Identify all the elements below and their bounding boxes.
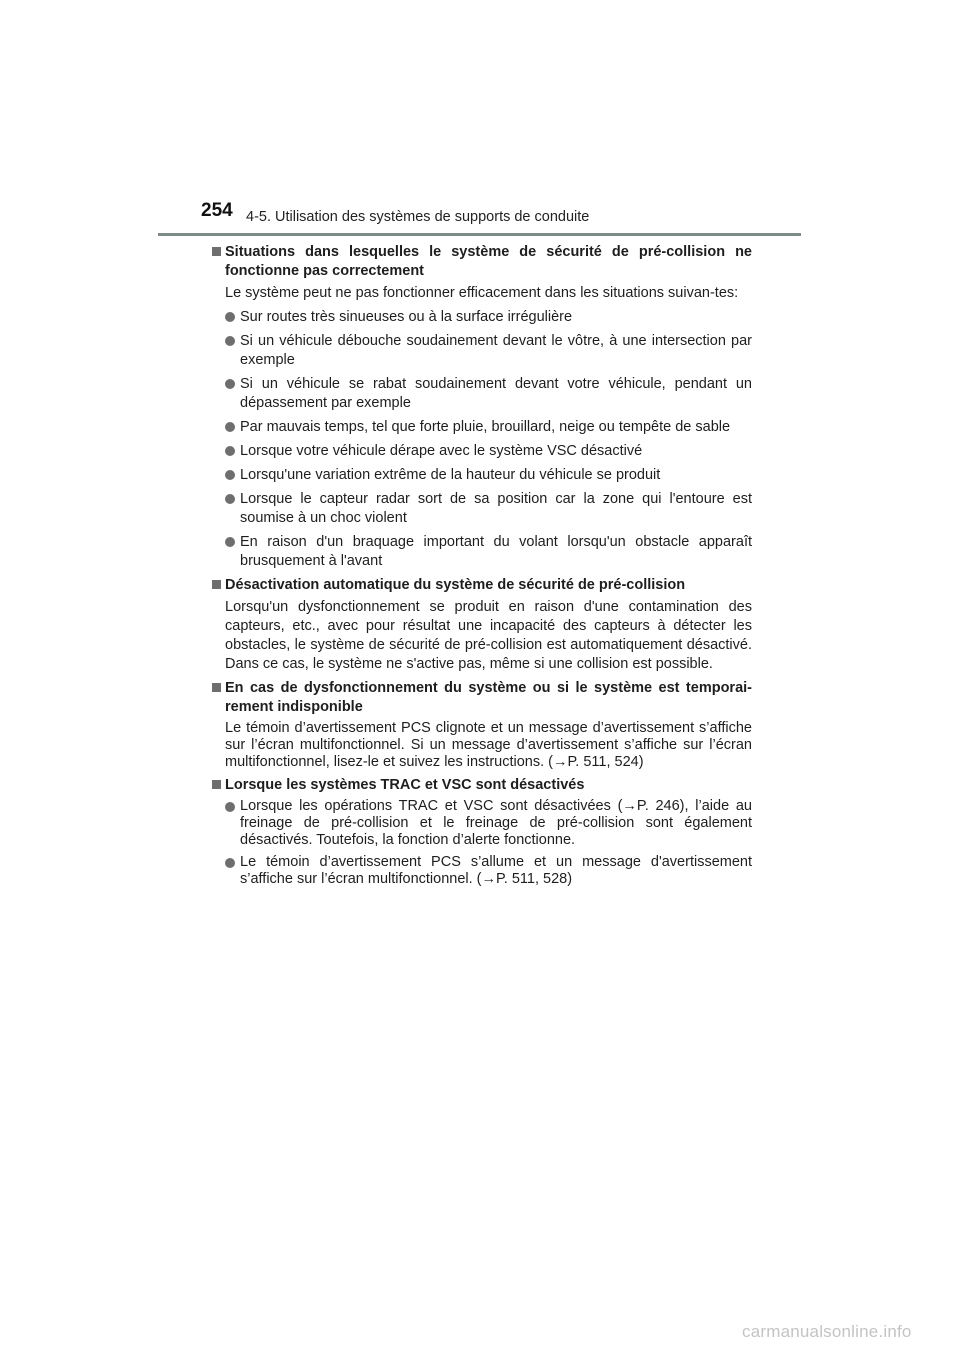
list-item: Si un véhicule se rabat soudainement devant votre véhicule, pendant un dépassement par exemple bbox=[212, 375, 752, 413]
list-item: Si un véhicule débouche soudainement devant le vôtre, à une intersection par exemple bbox=[212, 332, 752, 370]
heading-text: Désactivation automatique du système de sécurité de pré-collision bbox=[225, 577, 686, 593]
circle-bullet-icon bbox=[225, 446, 235, 456]
section-heading bbox=[212, 243, 752, 281]
list-item: Sur routes très sinueuses ou à la surface irrégulière bbox=[212, 308, 752, 327]
square-bullet-icon bbox=[212, 683, 221, 692]
list-item: En raison d'un braquage important du volant lorsqu'un obstacle apparaît brusquement à l'avant bbox=[212, 533, 752, 571]
watermark: carmanualsonline.info bbox=[742, 1322, 912, 1341]
heading-text: Lorsque les systèmes TRAC et VSC sont désactivés bbox=[225, 777, 585, 793]
square-bullet-icon bbox=[212, 247, 221, 256]
situation-list bbox=[212, 308, 752, 571]
heading-text: Situations dans lesquelles le système de sécurité de pré-collision ne fonctionne pas correctement bbox=[225, 244, 752, 279]
section-intro: Le système peut ne pas fonctionner efficacement dans les situations suivan-tes: bbox=[225, 285, 739, 301]
section-body: Lorsqu'un dysfonctionnement se produit en raison d'une contamination des capteurs, etc., avec pour résultat une incapacité des capteurs à détecter les obstacles, le système de sécurité de pré-collision est automatiquement désactivé. Dans ce cas, le système ne s'active pas, même si une collision est possible. bbox=[225, 599, 752, 672]
circle-bullet-icon bbox=[225, 336, 235, 346]
page-number: 254 bbox=[201, 200, 233, 221]
circle-bullet-icon bbox=[225, 802, 235, 812]
list-item: Par mauvais temps, tel que forte pluie, brouillard, neige ou tempête de sable bbox=[212, 418, 752, 437]
section-heading bbox=[212, 576, 752, 595]
section-title: 4-5. Utilisation des systèmes de supports de conduite bbox=[246, 209, 590, 225]
circle-bullet-icon bbox=[225, 494, 235, 504]
circle-bullet-icon bbox=[225, 312, 235, 322]
circle-bullet-icon bbox=[225, 537, 235, 547]
circle-bullet-icon bbox=[225, 858, 235, 868]
circle-bullet-icon bbox=[225, 470, 235, 480]
section-body: Le témoin d’avertissement PCS clignote et un message d’avertissement s’affiche sur l’écran multifonctionnel. Si un message d’avertissement s’affiche sur l’écran multifonctionnel, lisez-le et suivez les instructions. (→P. 511, 524) bbox=[225, 720, 752, 770]
list-item: Lorsqu'une variation extrême de la hauteur du véhicule se produit bbox=[212, 466, 752, 485]
circle-bullet-icon bbox=[225, 379, 235, 389]
header-divider bbox=[158, 233, 801, 236]
section-heading bbox=[212, 776, 752, 795]
trac-vsc-list bbox=[212, 798, 752, 888]
circle-bullet-icon bbox=[225, 422, 235, 432]
list-item: Lorsque votre véhicule dérape avec le système VSC désactivé bbox=[212, 442, 752, 461]
square-bullet-icon bbox=[212, 780, 221, 789]
page-header bbox=[0, 0, 960, 240]
heading-text: En cas de dysfonctionnement du système ou si le système est temporai-rement indisponible bbox=[225, 680, 752, 715]
square-bullet-icon bbox=[212, 580, 221, 589]
section-heading bbox=[212, 679, 752, 717]
list-item: Lorsque les opérations TRAC et VSC sont désactivées (→P. 246), l’aide au freinage de pré-collision et le freinage de pré-collision sont également désactivés. Toutefois, la fonction d’alerte fonctionne. bbox=[212, 798, 752, 849]
list-item: Le témoin d’avertissement PCS s’allume et un message d'avertissement s’affiche sur l’écran multifonctionnel. (→P. 511, 528) bbox=[212, 854, 752, 888]
page-content bbox=[212, 243, 752, 893]
list-item: Lorsque le capteur radar sort de sa position car la zone qui l'entoure est soumise à un choc violent bbox=[212, 490, 752, 528]
